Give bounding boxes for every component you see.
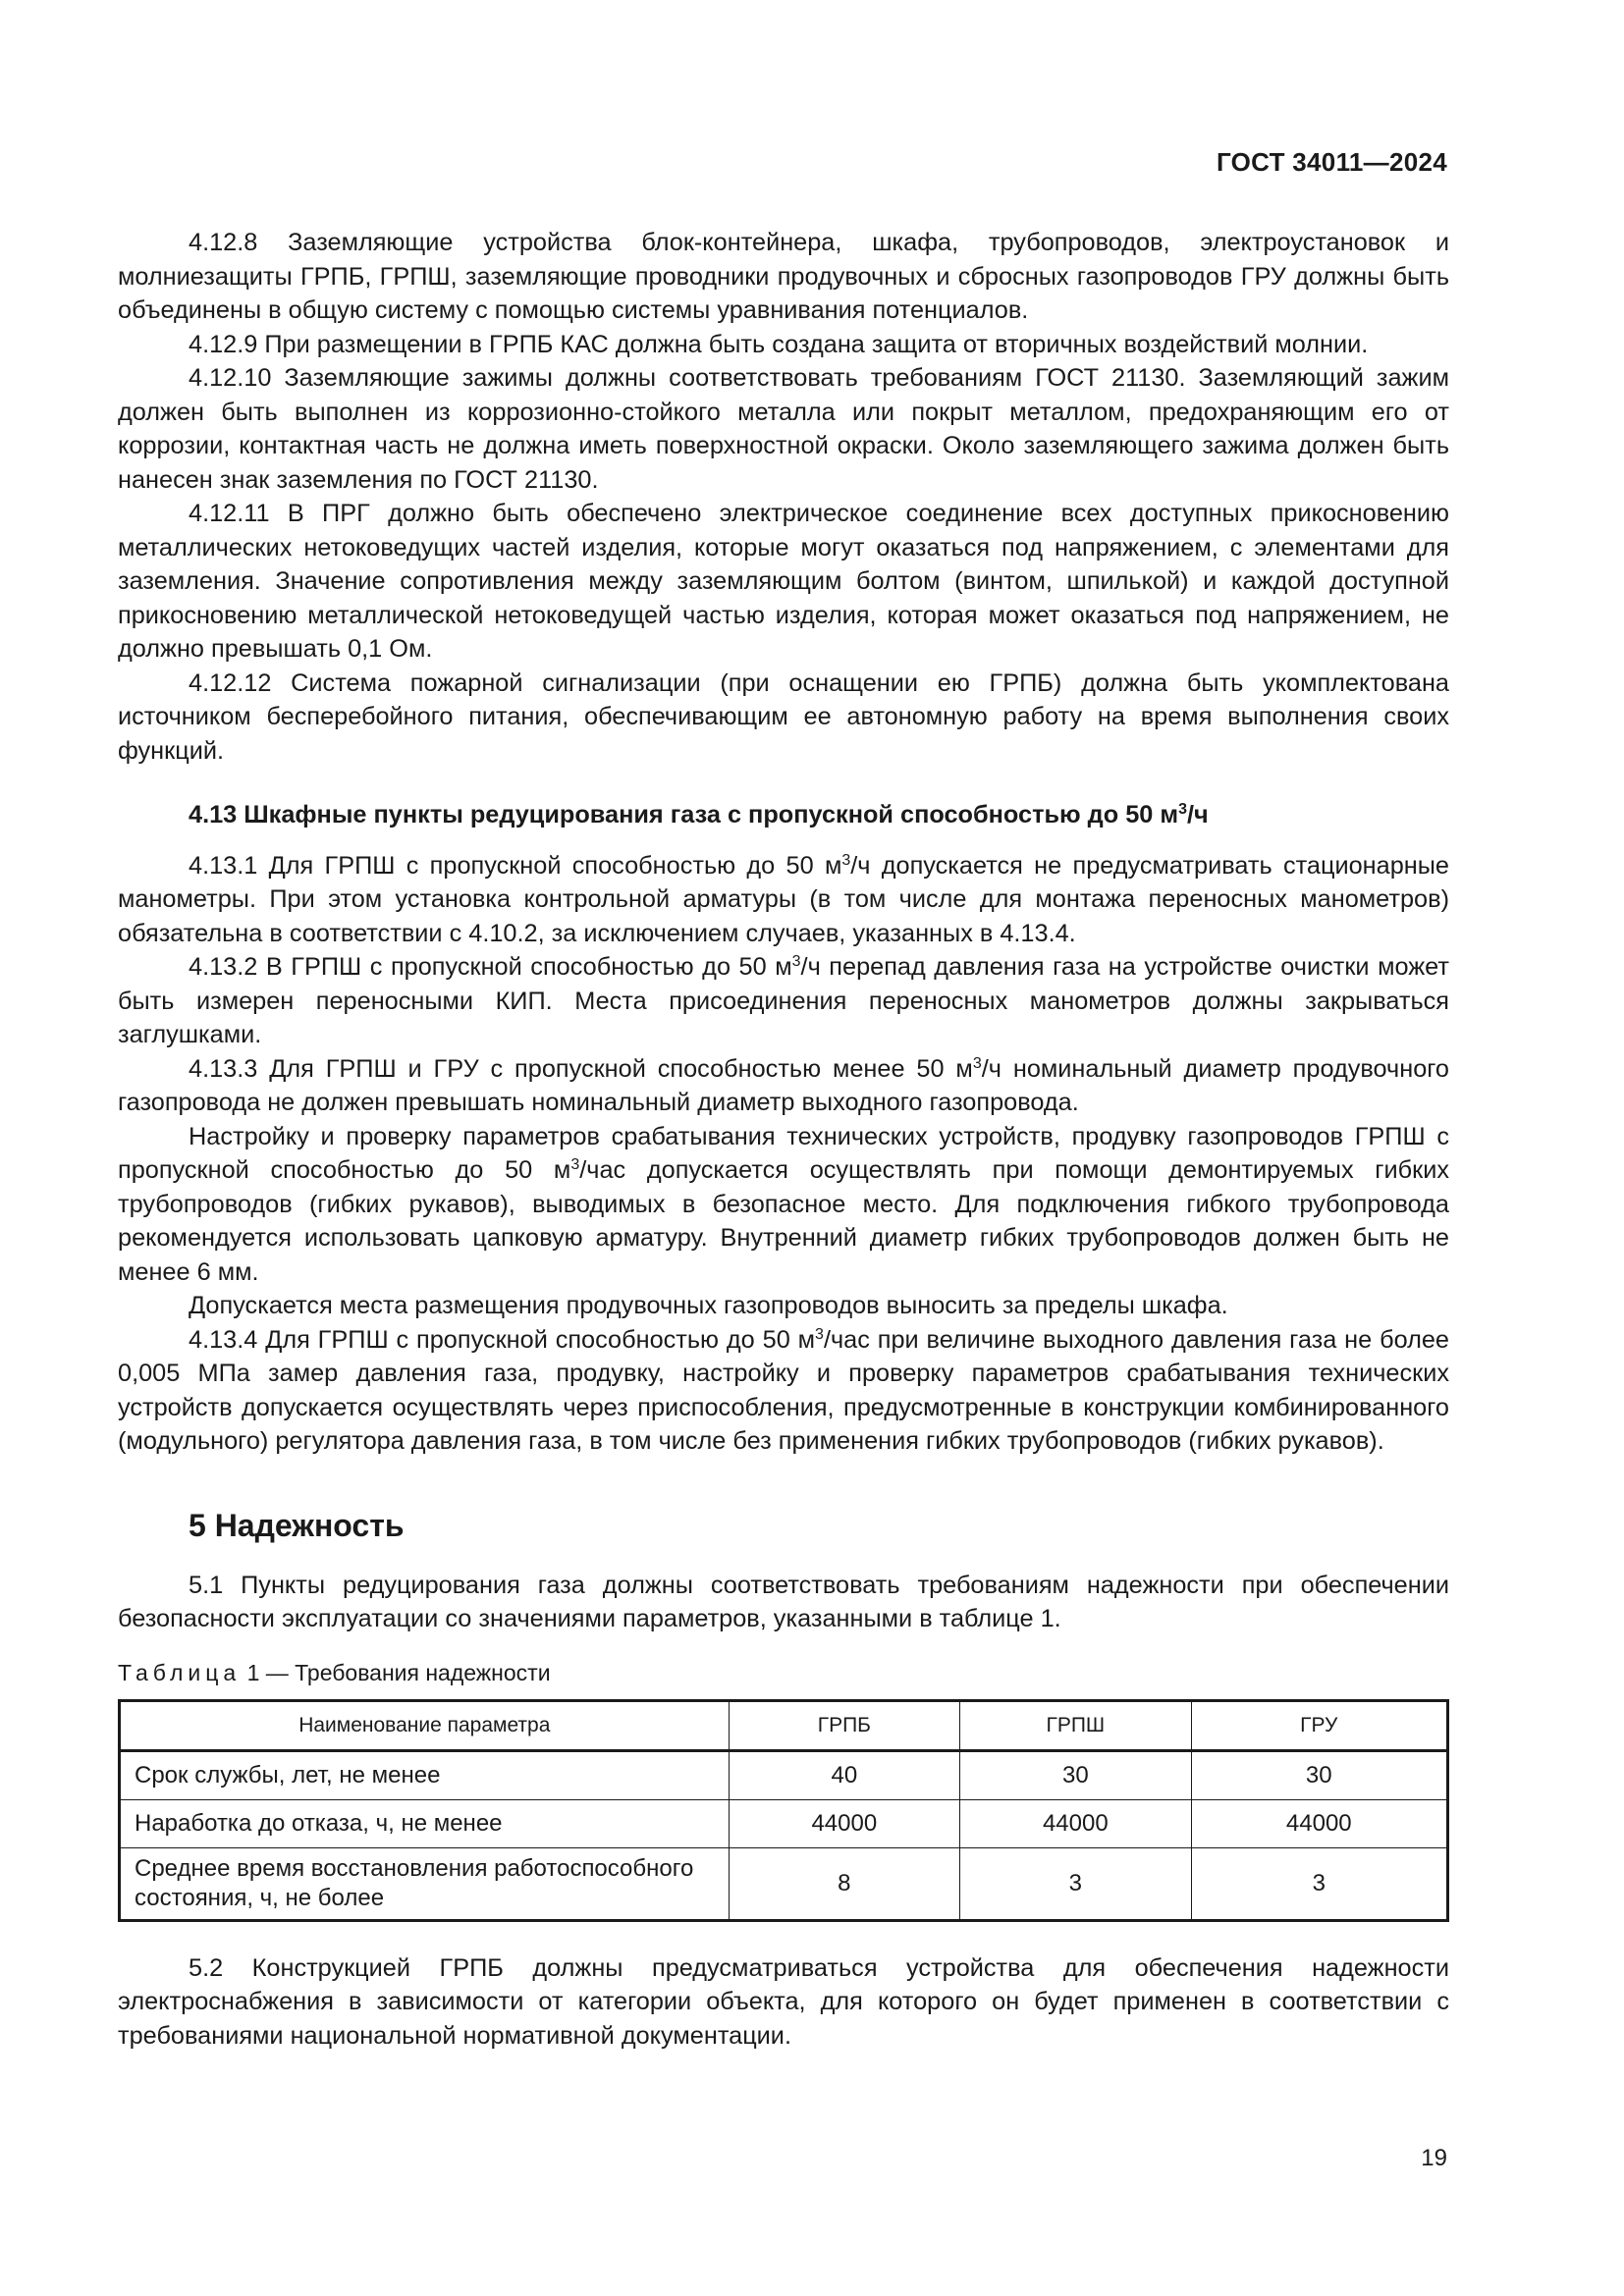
paragraph-4-13-4-rest: /час при величине выходного давления газа не более 0,005 МПа замер давления газа, продувку, настройку и проверку параметров срабатывания технических устройств допускается осуществлять через приспособления, предусмотренные в конструкции комбинированного (модульного) регулятора давления газа, в том числе без применения гибких трубопроводов (гибких рукавов). xyxy=(118,1325,1449,1455)
table-cell-grpsh: 30 xyxy=(960,1750,1191,1799)
section-4-13-heading xyxy=(118,798,1449,832)
paragraph-4-13-1 xyxy=(118,849,1449,951)
table-cell-parameter: Срок службы, лет, не менее xyxy=(120,1750,730,1799)
table-caption-word: Таблица xyxy=(118,1659,242,1685)
table-cell-grpsh: 44000 xyxy=(960,1799,1191,1847)
paragraph-4-13-4-start: 4.13.4 Для ГРПШ с пропускной способностью до 50 м xyxy=(189,1325,816,1354)
paragraph-4-13-2-rest: /ч перепад давления газа на устройстве очистки может быть измерен переносными КИП. Места присоединения переносных манометров должны закрываться заглушками. xyxy=(118,953,1449,1048)
section-4-13-heading-unit: /ч xyxy=(1186,801,1209,828)
superscript-cubic: 3 xyxy=(972,1054,982,1072)
table-header-gru: ГРУ xyxy=(1191,1700,1447,1750)
paragraph-4-13-2 xyxy=(118,950,1449,1052)
paragraph-4-12-9: 4.12.9 При размещении в ГРПБ КАС должна быть создана защита от вторичных воздействий молнии. xyxy=(189,330,1369,358)
table-cell-gru: 44000 xyxy=(1191,1799,1447,1847)
table-cell-grpb: 8 xyxy=(729,1847,959,1920)
page-content xyxy=(118,226,1449,2053)
paragraph-4-13-2-start: 4.13.2 В ГРПШ с пропускной способностью до 50 м xyxy=(189,953,792,981)
page-number: 19 xyxy=(1421,2145,1447,2171)
superscript-cubic: 3 xyxy=(815,1325,824,1343)
paragraph-4-13-3 xyxy=(118,1052,1449,1120)
paragraph-4-12-11: 4.12.11 В ПРГ должно быть обеспечено электрическое соединение всех доступных прикосновению металлических нетоковедущих частей изделия, которые могут оказаться под напряжением, с элементами для заземления. Значение сопротивления между заземляющим болтом (винтом, шпилькой) и каждой доступной прикосновению металлической нетоковедущей частью изделия, которая может оказаться под напряжением, не должно превышать 0,1 Ом. xyxy=(118,500,1449,663)
paragraph-settings-rest: /час допускается осуществлять при помощи демонтируемых гибких трубопроводов (гибких рукавов), выводимых в безопасное место. Для подключения гибкого трубопровода рекомендуется использовать цапковую арматуру. Внутренний диаметр гибких трубопроводов должен быть не менее 6 мм. xyxy=(118,1156,1449,1286)
table-header-grpsh: ГРПШ xyxy=(960,1700,1191,1750)
paragraph-4-12-10: 4.12.10 Заземляющие зажимы должны соответствовать требованиям ГОСТ 21130. Заземляющий зажим должен быть выполнен из коррозионно-стойкого металла или покрыт металлом, предохраняющим его от коррозии, контактная часть не должна иметь поверхностной окраски. Около заземляющего зажима должен быть нанесен знак заземления по ГОСТ 21130. xyxy=(118,364,1449,494)
table-caption xyxy=(118,1658,1449,1687)
superscript-cubic: 3 xyxy=(1178,801,1187,818)
paragraph-5-2: 5.2 Конструкцией ГРПБ должны предусматриваться устройства для обеспечения надежности электроснабжения в зависимости от категории объекта, для которого он будет применен в соответствии с требованиями национальной нормативной документации. xyxy=(118,1953,1449,2050)
superscript-cubic: 3 xyxy=(570,1156,580,1173)
paragraph-4-12-8: 4.12.8 Заземляющие устройства блок-контейнера, шкафа, трубопроводов, электроустановок и молниезащиты ГРПБ, ГРПШ, заземляющие проводники продувочных и сбросных газопроводов ГРУ должны быть объединены в общую систему с помощью системы уравнивания потенциалов. xyxy=(118,229,1449,324)
table-cell-gru: 30 xyxy=(1191,1750,1447,1799)
table-cell-grpsh: 3 xyxy=(960,1847,1191,1920)
paragraph-4-13-1-rest: /ч допускается не предусматривать стационарные манометры. При этом установка контрольной арматуры (в том числе для монтажа переносных манометров) обязательна в соответствии с 4.10.2, за исключением случаев, указанных в 4.13.4. xyxy=(118,851,1449,947)
paragraph-4-13-1-start: 4.13.1 Для ГРПШ с пропускной способностью до 50 м xyxy=(189,851,842,880)
table-cell-gru: 3 xyxy=(1191,1847,1447,1920)
superscript-cubic: 3 xyxy=(791,953,801,970)
table-cell-parameter: Наработка до отказа, ч, не менее xyxy=(120,1799,730,1847)
paragraph-5-1: 5.1 Пункты редуцирования газа должны соответствовать требованиям надежности при обеспечении безопасности эксплуатации со значениями параметров, указанными в таблице 1. xyxy=(118,1571,1449,1632)
table-row xyxy=(120,1847,1448,1920)
paragraph-settings-start: Настройку и проверку параметров срабатывания технических устройств, продувку газопроводов ГРПШ с пропускной способностью до 50 м xyxy=(118,1122,1449,1184)
paragraph-4-13-4 xyxy=(118,1323,1449,1459)
table-cell-grpb: 44000 xyxy=(729,1799,959,1847)
table-cell-parameter: Среднее время восстановления работоспособного состояния, ч, не более xyxy=(120,1847,730,1920)
table-row xyxy=(120,1750,1448,1799)
superscript-cubic: 3 xyxy=(841,851,851,869)
document-header: ГОСТ 34011—2024 xyxy=(1216,147,1447,177)
table-caption-title: 1 — Требования надежности xyxy=(241,1659,551,1685)
paragraph-4-13-3-start: 4.13.3 Для ГРПШ и ГРУ с пропускной способностью менее 50 м xyxy=(189,1054,973,1083)
table-row xyxy=(120,1799,1448,1847)
paragraph-4-13-3-purge: Допускается места размещения продувочных газопроводов выносить за пределы шкафа. xyxy=(189,1292,1228,1319)
table-header-grpb: ГРПБ xyxy=(729,1700,959,1750)
paragraph-4-13-3-settings xyxy=(118,1120,1449,1290)
table-header-parameter: Наименование параметра xyxy=(120,1700,730,1750)
table-cell-grpb: 40 xyxy=(729,1750,959,1799)
reliability-table xyxy=(118,1699,1449,1922)
paragraph-4-12-12: 4.12.12 Система пожарной сигнализации (при оснащении ею ГРПБ) должна быть укомплектована источником бесперебойного питания, обеспечивающим ее автономную работу на время выполнения своих функций. xyxy=(118,668,1449,765)
table-header-row xyxy=(120,1700,1448,1750)
section-4-13-heading-text: 4.13 Шкафные пункты редуцирования газа с пропускной способностью до 50 м xyxy=(189,801,1179,828)
section-5-heading: 5 Надежность xyxy=(189,1507,405,1543)
paragraph-4-13-3-rest: /ч номинальный диаметр продувочного газопровода не должен превышать номинальный диаметр выходного газопровода. xyxy=(118,1054,1449,1116)
